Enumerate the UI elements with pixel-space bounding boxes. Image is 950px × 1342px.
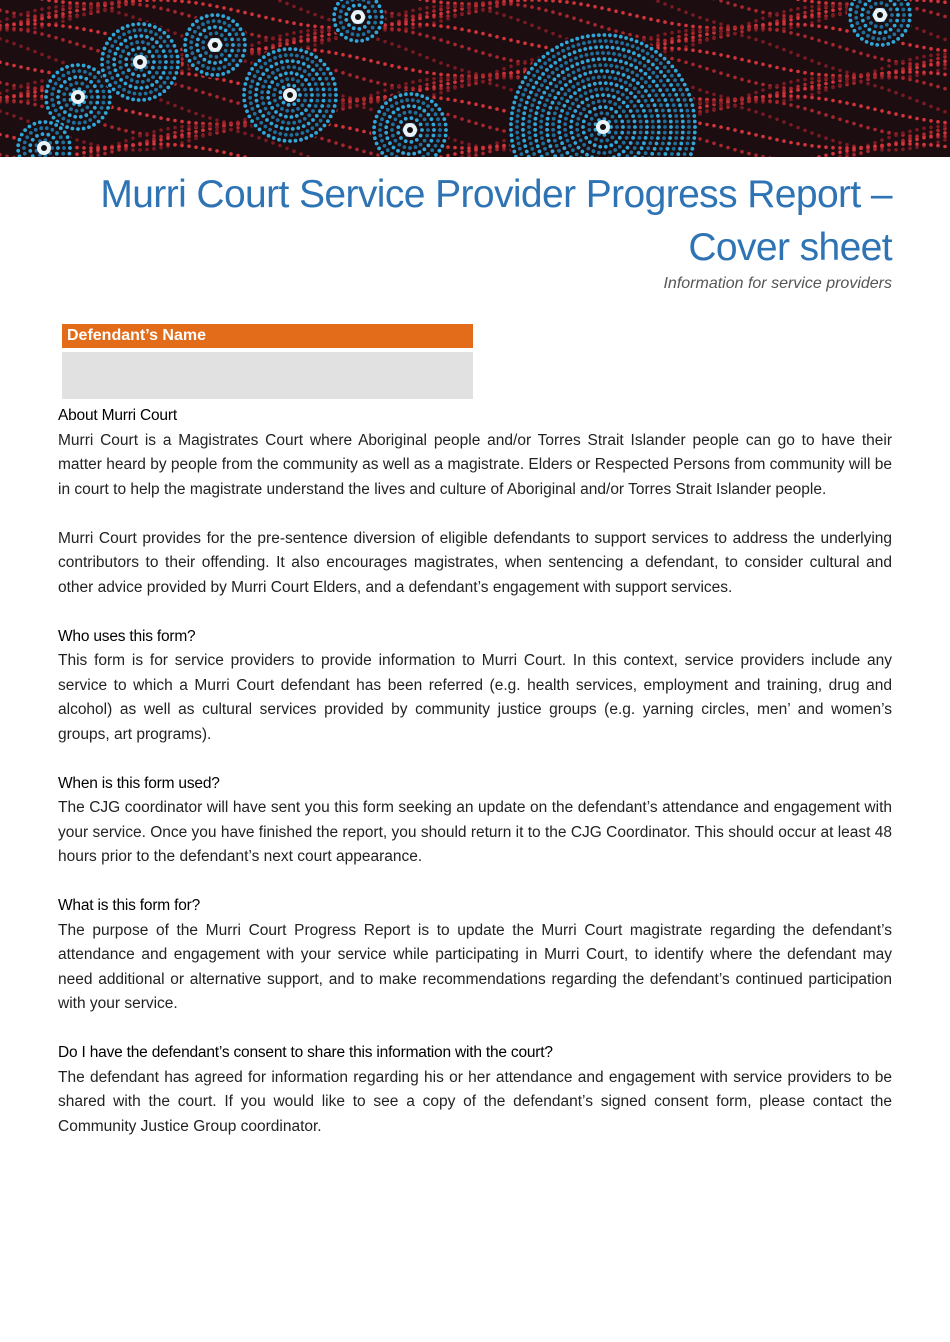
section-heading: Who uses this form? [58,627,196,645]
page-subtitle: Information for service providers [663,275,892,292]
defendant-name-input[interactable] [62,352,473,399]
section-paragraph: The defendant has agreed for information regarding his or her attendance and engagement with service providers to be shared with the court. If you would like to see a copy of the defendant’s signed consent form, please contact the Community Justice Group coordinator. [58,1068,892,1135]
defendant-name-group [62,324,473,399]
section-what-form-for [58,894,892,1017]
defendant-name-label: Defendant’s Name [62,324,473,348]
section-paragraph: The CJG coordinator will have sent you this form seeking an update on the defendant’s attendance and engagement with your service. Once you have finished the report, you should return it to the CJG Coordinator. This should occur at least 48 hours prior to the defendant’s next court appearance. [58,799,892,865]
section-heading: What is this form for? [58,897,201,914]
section-heading: About Murri Court [58,407,177,424]
page-title: Murri Court Service Provider Progress Report – Cover sheet [100,173,892,269]
section-paragraph: The purpose of the Murri Court Progress Report is to update the Murri Court magistrate regarding the defendant’s attendance and engagement with your service while participating in Murri Court, to identify where the defendant may need additional or alternative support, and to make recommendations regarding the defendant’s continued participation with your service. [58,921,892,1012]
section-paragraph: Murri Court is a Magistrates Court where Aboriginal people and/or Torres Strait Islander people can go to have their matter heard by people from the community as well as a magistrate. Elders or Respected Persons from community will be in court to help the magistrate understand the lives and culture of Aboriginal and/or Torres Strait Islander people. [58,431,892,498]
section-about-murri-court [58,404,892,600]
section-paragraph: Murri Court provides for the pre-sentence diversion of eligible defendants to support services to address the underlying contributors to their offending. It also encourages magistrates, when sentencing a defendant, to consider cultural and other advice provided by Murri Court Elders, and a defendant’s engagement with support services. [58,529,892,596]
dot-art-banner [0,0,950,157]
section-heading: When is this form used? [58,774,220,792]
section-heading: Do I have the defendant’s consent to share this information with the court? [58,1044,553,1061]
information-content [58,404,892,1164]
dot-art-image [0,0,950,157]
section-who-uses-form [58,625,892,748]
section-consent [58,1041,892,1139]
section-paragraph: This form is for service providers to provide information to Murri Court. In this context, service providers include any service to which a Murri Court defendant has been referred (e.g. health services, employment and training, drug and alcohol) as well as cultural services provided by community justice groups (e.g. yarning circles, men’ and women’s groups, art programs). [58,652,892,743]
section-when-form-used [58,772,892,870]
